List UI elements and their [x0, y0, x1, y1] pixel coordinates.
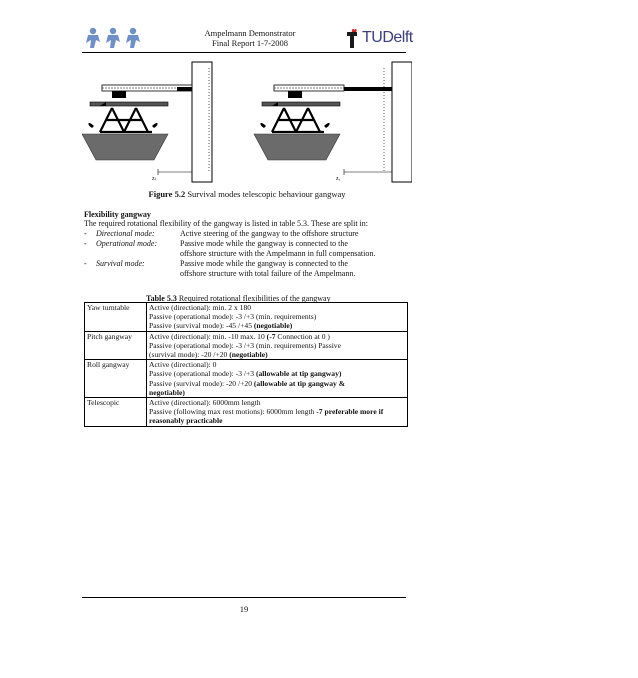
table-value-cell	[147, 303, 408, 332]
line-text: Passive (survival mode): -45 /+45	[149, 321, 254, 331]
table-row	[85, 360, 408, 398]
line-bold: (allowable at tip gangway)	[255, 369, 342, 379]
section-heading: Flexibility gangway	[84, 210, 151, 219]
line-text: Passive (following max rest motions): 6000mm length	[149, 407, 317, 417]
line-text: Active (directional): 0	[149, 360, 217, 370]
mode-name: Operational mode:	[96, 239, 158, 248]
table-line	[149, 312, 405, 321]
table-line	[149, 407, 405, 416]
line-text: Active (directional): min. 2 x 180	[149, 303, 252, 312]
line-text: Passive (survival mode): -20 /+20	[149, 378, 254, 388]
survival-mode-figure	[82, 60, 412, 186]
line-text: Passive (operational mode): -3 /+3	[149, 369, 256, 379]
table-line	[149, 360, 405, 369]
table-value-cell	[147, 398, 408, 427]
table-line	[149, 388, 405, 397]
table-line	[149, 341, 405, 350]
figure-caption-label: Figure 5.2	[148, 189, 186, 199]
mode-desc	[180, 259, 420, 279]
section-intro: The required rotational flexibility of the gangway is listed in table 5.3. These are split in:	[84, 219, 368, 228]
figure-caption-text: Survival modes telescopic behaviour gangway	[185, 189, 346, 199]
footer-rule	[82, 597, 406, 598]
figure-label-left: zₗ	[152, 176, 156, 182]
mode-desc	[180, 239, 420, 259]
table-row	[85, 398, 408, 427]
header-rule	[82, 52, 406, 53]
header-title-line2: Final Report 1-7-2008	[211, 38, 289, 48]
line-text: (survival mode): -20 /+20	[149, 350, 230, 360]
table-param-cell: Yaw turntable	[85, 303, 147, 332]
mode-desc-line1: Passive mode while the gangway is connected to the	[180, 239, 348, 248]
mode-desc-line2: offshore structure with total failure of the Ampelmann.	[180, 268, 356, 278]
mode-item-directional	[84, 229, 414, 239]
flexibility-table	[84, 302, 408, 427]
right-gangway-diagram	[254, 62, 412, 182]
line-text: Passive (operational mode): -3 /+3 (min. requirements) Passive	[149, 340, 341, 350]
mode-bullet: -	[84, 229, 87, 238]
table-value-cell	[147, 360, 408, 398]
header-title-line1: Ampelmann Demonstrator	[204, 28, 296, 38]
line-bold: (allowable at tip gangway &	[253, 378, 346, 388]
mode-desc-line2: offshore structure with the Ampelmann in full compensation.	[180, 248, 376, 258]
line-text: Passive (operational mode): -3 /+3 (min. requirements)	[149, 312, 317, 322]
page-number: 19	[239, 604, 249, 614]
mode-bullet: -	[84, 259, 87, 268]
left-gangway-diagram	[82, 62, 212, 182]
table-param-cell: Roll gangway	[85, 360, 147, 398]
mode-item-survival	[84, 259, 414, 279]
table-line	[149, 332, 405, 341]
table-row	[85, 303, 408, 332]
table-line	[149, 369, 405, 378]
mode-name: Survival mode:	[96, 259, 145, 268]
ampelmann-figures-icon	[84, 26, 144, 52]
mode-name: Directional mode:	[96, 229, 155, 238]
line-bold: reasonably practicable	[149, 416, 223, 426]
mode-desc-line1: Passive mode while the gangway is connected to the	[180, 259, 348, 268]
line-bold: (negotiable)	[229, 350, 268, 360]
line-text: Active (directional): 6000mm length	[149, 398, 261, 408]
header-title	[190, 28, 310, 48]
table-param-cell: Telescopic	[85, 398, 147, 427]
mode-bullet: -	[84, 239, 87, 248]
table-line	[149, 321, 405, 330]
table-param-cell: Pitch gangway	[85, 331, 147, 360]
table-line	[149, 398, 405, 407]
line-text: Active (directional): min. -10 max. 10	[149, 331, 267, 341]
tudelft-logo-text: TUDelft	[362, 29, 413, 46]
line-bold: (negotiable)	[253, 321, 293, 331]
table-line	[149, 379, 405, 388]
table-caption-label: Table 5.3	[146, 294, 177, 303]
figure-caption	[82, 189, 412, 199]
mode-desc: Active steering of the gangway to the offshore structure	[180, 229, 359, 238]
line-bold: negotiable)	[149, 387, 185, 397]
line-after: Connection at 0 )	[275, 331, 330, 341]
table-value-cell	[147, 331, 408, 360]
table-caption-text: Required rotational flexibilities of the gangway	[176, 294, 331, 303]
table-line	[149, 303, 405, 312]
mode-item-operational	[84, 239, 414, 259]
table-line	[149, 416, 405, 425]
figure-label-right: zᵣ	[336, 176, 341, 182]
line-bold: (-7	[266, 331, 276, 341]
table-row	[85, 331, 408, 360]
table-line	[149, 350, 405, 359]
line-bold: -7 preferable more if	[316, 407, 384, 417]
